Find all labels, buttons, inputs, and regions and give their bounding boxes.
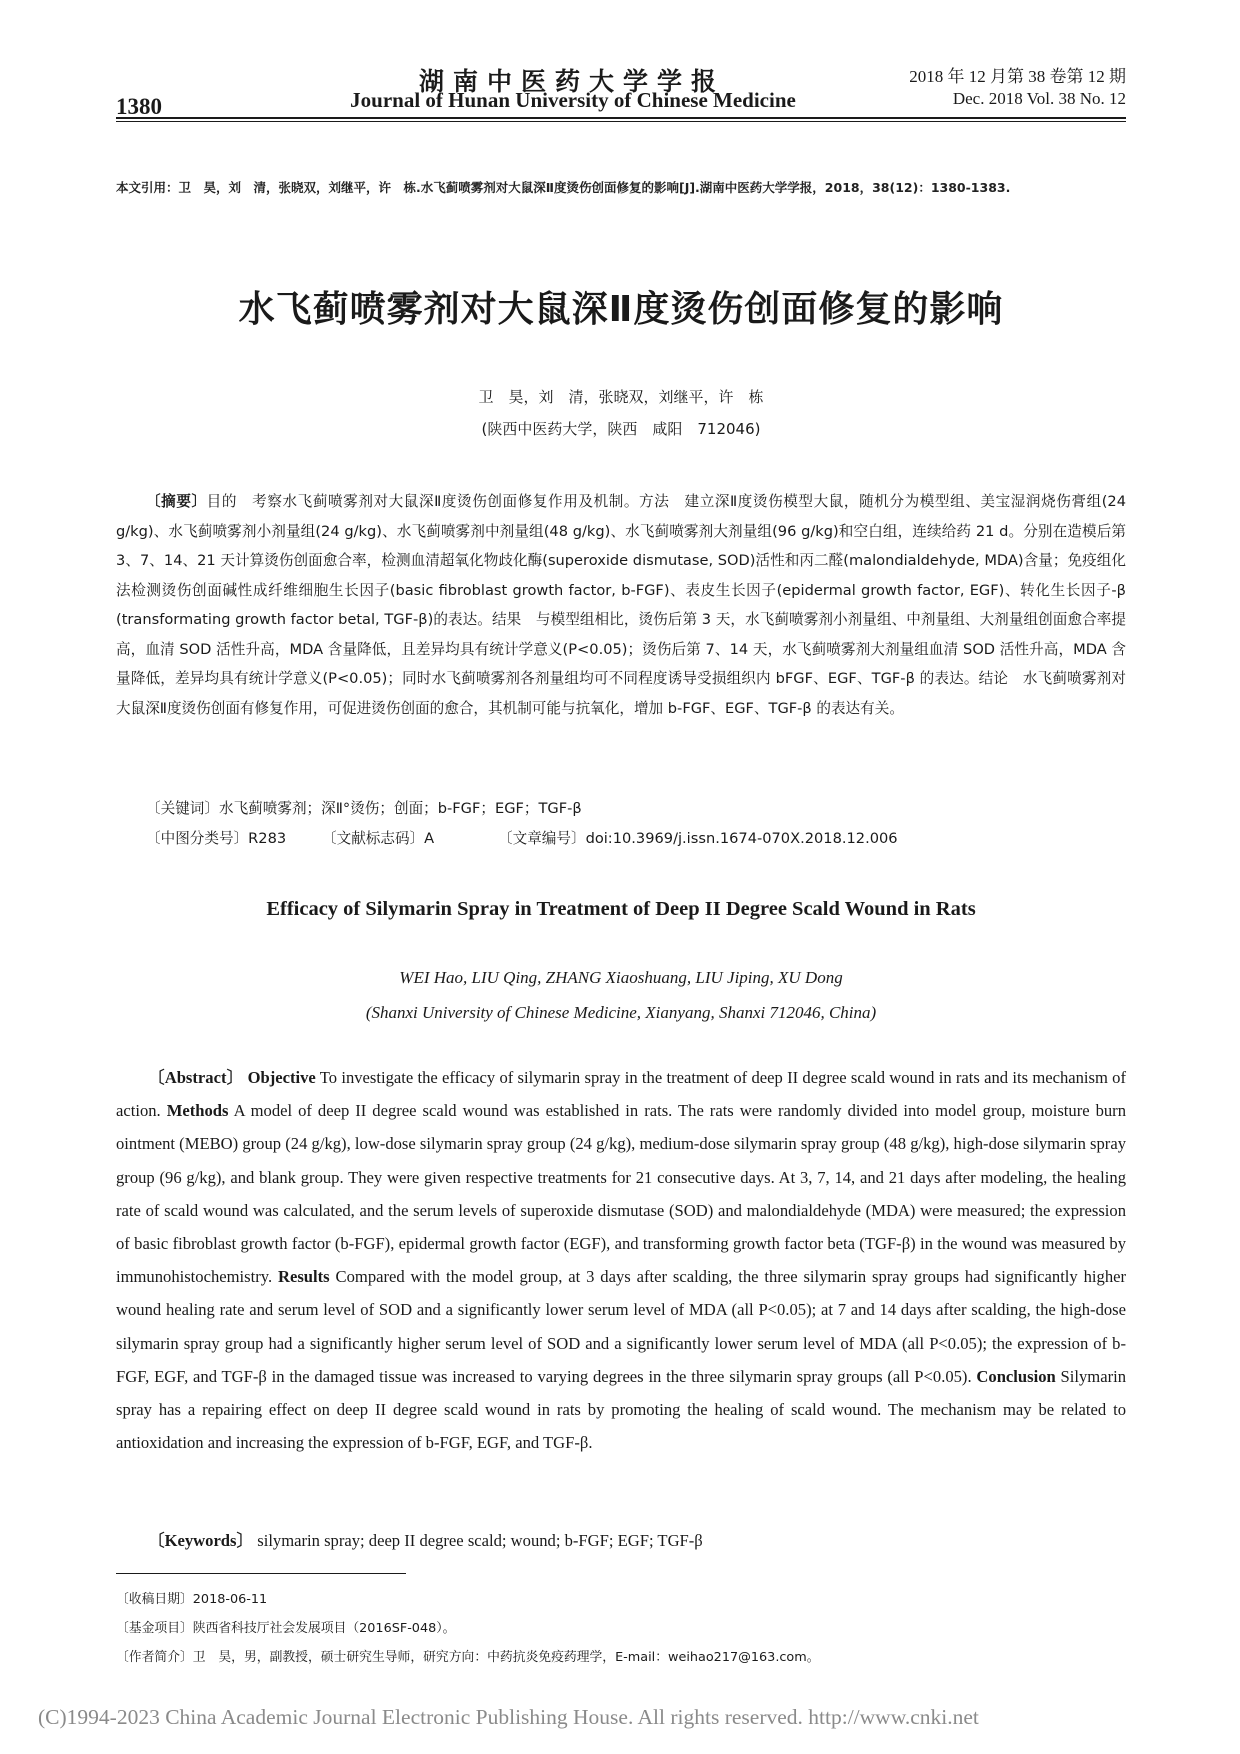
keywords-en: [148, 1527, 1128, 1551]
footnotes: [116, 1585, 1126, 1672]
fund-project: 〔基金项目〕陕西省科技厅社会发展项目（2016SF-048）。: [116, 1621, 456, 1636]
objective-label: Objective: [247, 1068, 316, 1087]
citation: 本文引用：卫 昊，刘 清，张晓双，刘继平，许 栋.水飞蓟喷雾剂对大鼠深Ⅱ度烫伤创面修复的影响[J].湖南中医药大学学报，2018，38(12)：1380-1383.: [116, 180, 1011, 195]
authors-cn: 卫 昊，刘 清，张晓双，刘继平，许 栋: [478, 388, 764, 406]
methods-label: Methods: [166, 1101, 229, 1121]
clc-number: 〔中图分类号〕R283: [146, 830, 287, 847]
results-text: Compared with the model group, at 3 days after scalding, the three silymarin spray groups had significantly higher wound healing rate and serum level of SOD and a significantly lower serum level of MDA (all P<0.05); at 7 and 14 days after scalding, the high-dose silymarin spray group had a significantly higher serum level of SOD and a significantly lower serum level of MDA (all P<0.05); the expression of b-FGF, EGF, and TGF-β in the damaged tissue was increased to varying degrees in the three silymarin spray groups (all P<0.05).: [116, 1267, 1127, 1386]
received-date: 〔收稿日期〕2018-06-11: [116, 1592, 268, 1607]
journal-name-en: Journal of Hunan University of Chinese Medicine: [350, 88, 796, 112]
keywords-cn: 〔关键词〕水飞蓟喷雾剂；深Ⅱ°烫伤；创面；b-FGF；EGF；TGF-β: [146, 800, 582, 817]
keywords-en-label: 〔Keywords〕: [148, 1531, 254, 1550]
abstract-en: [116, 1061, 1126, 1459]
title-en: Efficacy of Silymarin Spray in Treatment of Deep II Degree Scald Wound in Rats: [266, 898, 976, 920]
header-divider: [116, 117, 1126, 122]
title-cn: 水飞蓟喷雾剂对大鼠深Ⅱ度烫伤创面修复的影响: [238, 289, 1004, 330]
author-info: 〔作者简介〕卫 昊，男，副教授，硕士研究生导师，研究方向：中药抗炎免疫药理学，E-mail：weihao217@163.com。: [116, 1650, 820, 1665]
abstract-cn-text: 目的 考察水飞蓟喷雾剂对大鼠深Ⅱ度烫伤创面修复作用及机制。方法 建立深Ⅱ度烫伤模型大鼠，随机分为模型组、美宝湿润烧伤膏组(24 g/kg)、水飞蓟喷雾剂小剂量组(24 g/kg)、水飞蓟喷雾剂中剂量组(48 g/kg)、水飞蓟喷雾剂大剂量组(96 g/kg)和空白组，连续给药 21 d。分别在造模后第 3、7、14、21 天计算烫伤创面愈合率，检测血清超氧化物歧化酶(superoxide dismutase, SOD)活性和丙二醛(malondialdehyde, MDA)含量；免疫组化法检测烫伤创面碱性成纤维细胞生长因子(basic fibroblast growth factor, b-FGF)、表皮生长因子(epidermal growth factor, EGF)、转化生长因子-β (transformating growth factor betal, TGF-β)的表达。结果 与模型组相比，烫伤后第 3 天，水飞蓟喷雾剂小剂量组、中剂量组、大剂量组创面愈合率提高，血清 SOD 活性升高，MDA 含量降低，且差异均具有统计学意义(P<0.05)；烫伤后第 7、14 天，水飞蓟喷雾剂大剂量组血清 SOD 活性升高，MDA 含量降低，差异均具有统计学意义(P<0.05)；同时水飞蓟喷雾剂各剂量组均可不同程度诱导受损组织内 bFGF、EGF、TGF-β 的表达。结论 水飞蓟喷雾剂对大鼠深Ⅱ度烫伤创面有修复作用，可促进烫伤创面的愈合，其机制可能与抗氧化，增加 b-FGF、EGF、TGF-β 的表达有关。: [116, 493, 1126, 717]
results-label: Results: [278, 1267, 330, 1287]
authors-en: WEI Hao, LIU Qing, ZHANG Xiaoshuang, LIU Jiping, XU Dong: [399, 968, 843, 987]
issue-info-en: Dec. 2018 Vol. 38 No. 12: [952, 89, 1126, 108]
abstract-cn-label: 〔摘要〕: [146, 493, 207, 510]
objective-text: To investigate the efficacy of silymarin spray in the treatment of deep II degree scald wound in rats and its mechanism of action.: [116, 1068, 1126, 1121]
conclusion-label: Conclusion: [976, 1366, 1056, 1386]
article-number: 〔文章编号〕doi:10.3969/j.issn.1674-070X.2018.12.006: [498, 830, 898, 847]
issue-info-cn: 2018 年 12 月第 38 卷第 12 期: [909, 67, 1126, 86]
abstract-en-label: 〔Abstract〕: [148, 1068, 244, 1087]
abstract-cn: [116, 487, 1126, 723]
affiliation-en: (Shanxi University of Chinese Medicine, Xianyang, Shanxi 712046, China): [365, 1003, 877, 1022]
keywords-en-text: silymarin spray; deep II degree scald; wound; b-FGF; EGF; TGF-β: [257, 1531, 703, 1550]
copyright-notice: (C)1994-2023 China Academic Journal Electronic Publishing House. All rights reserved. http://www.cnki.net: [38, 1705, 979, 1729]
affiliation-cn: (陕西中医药大学，陕西 咸阳 712046): [481, 420, 761, 438]
journal-name-cn: 湖南中医药大学学报: [418, 67, 725, 96]
page-number: 1380: [116, 94, 162, 119]
footnote-divider: [116, 1573, 406, 1574]
conclusion-text: Silymarin spray has a repairing effect on deep II degree scald wound in rats by promoting the healing of scald wound. The mechanism may be related to antioxidation and increasing the expression of b-FGF, EGF, and TGF-β.: [116, 1366, 1126, 1453]
methods-text: A model of deep II degree scald wound was established in rats. The rats were randomly divided into model group, moisture burn ointment (MEBO) group (24 g/kg), low-dose silymarin spray group (24 g/kg), medium-dose silymarin spray group (48 g/kg), high-dose silymarin spray group (96 g/kg), and blank group. They were given respective treatments for 21 consecutive days. At 3, 7, 14, and 21 days after modeling, the healing rate of scald wound was calculated, and the serum levels of superoxide dismutase (SOD) and malondialdehyde (MDA) were measured; the expression of basic fibroblast growth factor (b-FGF), epidermal growth factor (EGF), and transforming growth factor beta (TGF-β) in the wound was measured by immunohistochemistry.: [116, 1101, 1126, 1287]
document-code: 〔文献标志码〕A: [322, 830, 435, 847]
